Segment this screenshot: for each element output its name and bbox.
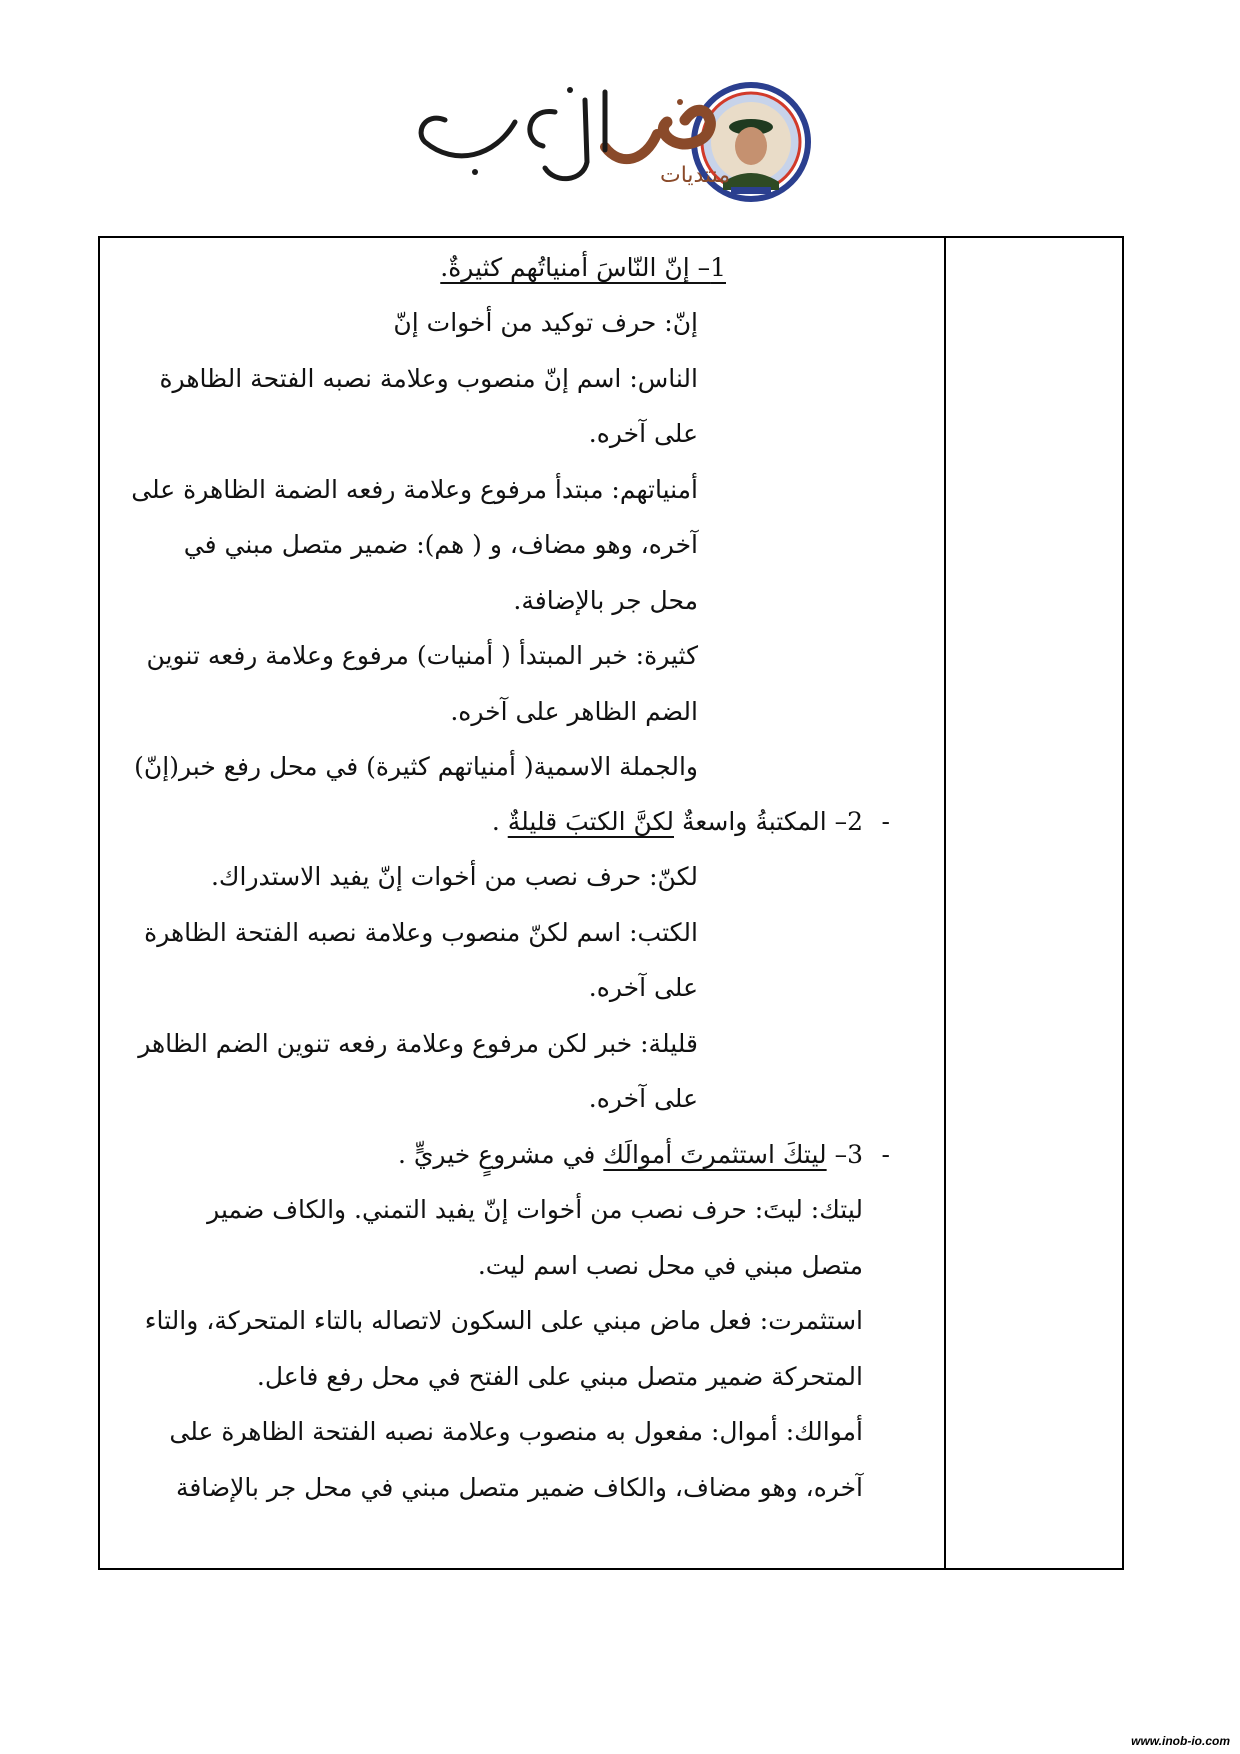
forum-logo xyxy=(405,72,815,212)
sentence-3-line: آخره، وهو مضاف، والكاف ضمير متصل مبني في محل جر بالإضافة xyxy=(175,1473,863,1502)
sentence-1-heading: 1– إنّ النّاسَ أمنياتُهم كثيرةٌ. xyxy=(440,253,726,282)
sentence-2-line: لكنّ: حرف نصب من أخوات إنّ يفيد الاستدراك. xyxy=(210,862,698,891)
sentence-3-line: أموالك: أموال: مفعول به منصوب وعلامة نصبه الفتحة الظاهرة على xyxy=(169,1417,863,1446)
sentence-1-line: الضم الظاهر على آخره. xyxy=(450,697,698,726)
sentence-3-suffix: في مشروعٍ خيريٍّ . xyxy=(397,1140,604,1169)
sentence-3-line: ليتك: ليتَ: حرف نصب من أخوات إنّ يفيد التمني. والكاف ضمير xyxy=(207,1195,863,1224)
sentence-1-line: الناس: اسم إنّ منصوب وعلامة نصبه الفتحة الظاهرة xyxy=(159,364,698,393)
sentence-1-line: محل جر بالإضافة. xyxy=(513,586,698,615)
list-bullet: - xyxy=(881,1140,890,1169)
sentence-3-prefix: 3– xyxy=(826,1140,863,1169)
sentence-1-line: على آخره. xyxy=(588,419,698,448)
sentence-3-line: المتحركة ضمير متصل مبني على الفتح في محل رفع فاعل. xyxy=(256,1362,863,1391)
sentence-1-line: إنّ: حرف توكيد من أخوات إنّ xyxy=(393,308,698,337)
column-divider xyxy=(944,236,946,1570)
sentence-2-line: على آخره. xyxy=(588,1084,698,1113)
sentence-2-prefix: 2– المكتبةُ واسعةٌ xyxy=(681,807,863,836)
sentence-1-line: كثيرة: خبر المبتدأ ( أمنيات) مرفوع وعلامة رفعه تنوين xyxy=(146,641,698,670)
sentence-2-heading xyxy=(492,802,863,842)
logo-main-text: صقر الجنوب xyxy=(602,204,608,205)
sentence-2-line: الكتب: اسم لكنّ منصوب وعلامة نصبه الفتحة الظاهرة xyxy=(144,918,698,947)
sentence-3-line: استثمرت: فعل ماض مبني على السكون لاتصاله بالتاء المتحركة، والتاء xyxy=(144,1306,863,1335)
sentence-3-underlined: ليتكَ استثمرتَ أموالَك xyxy=(603,1140,827,1169)
logo-graphic xyxy=(405,72,815,212)
footer-url: www.inob-io.com xyxy=(1131,1734,1230,1748)
sentence-2-line: على آخره. xyxy=(588,973,698,1002)
sentence-2-underlined: لكنَّ الكتبَ قليلةٌ xyxy=(507,807,674,836)
sentence-3-line: متصل مبني في محل نصب اسم ليت. xyxy=(477,1251,863,1280)
sentence-3-heading xyxy=(398,1135,863,1175)
list-bullet: - xyxy=(881,807,890,836)
logo-subtitle: منتديات xyxy=(660,163,731,188)
sentence-1-line: أمنياتهم: مبتدأ مرفوع وعلامة رفعه الضمة الظاهرة على xyxy=(131,475,698,504)
sentence-2-suffix: . xyxy=(491,807,508,836)
sentence-1-line: والجملة الاسمية( أمنياتهم كثيرة) في محل رفع خبر(إنّ) xyxy=(134,752,698,781)
sentence-2-line: قليلة: خبر لكن مرفوع وعلامة رفعه تنوين الضم الظاهر xyxy=(138,1029,698,1058)
sentence-1-line: آخره، وهو مضاف، و ( هم): ضمير متصل مبني في xyxy=(183,530,698,559)
